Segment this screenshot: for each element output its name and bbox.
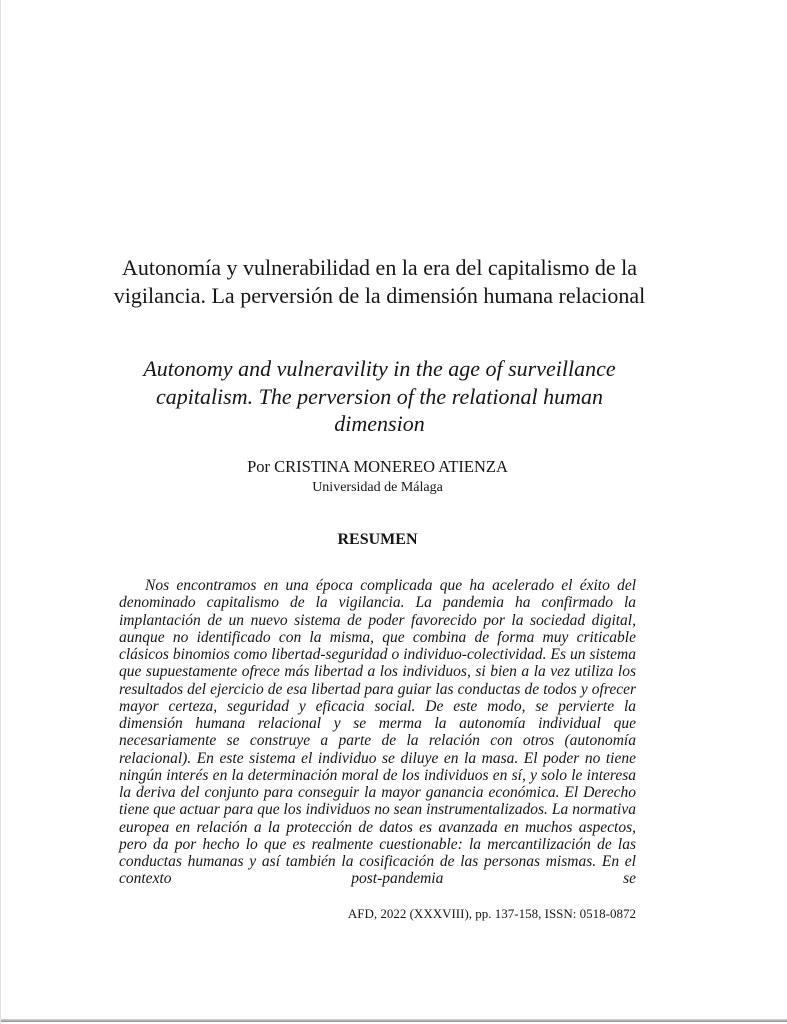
author-affiliation: Universidad de Málaga bbox=[312, 480, 443, 495]
journal-citation: AFD, 2022 (XXXVIII), pp. 137-158, ISSN: 0518-0872 bbox=[347, 906, 636, 921]
author-name: CRISTINA MONEREO ATIENZA bbox=[274, 457, 508, 476]
page-title-translation: Autonomy and vulneravility in the age of surveillance capitalism. The perversion of the relational human dimension bbox=[143, 356, 616, 436]
abstract-text: Nos encontramos en una época complicada que ha acelerado el éxito del denominado capitalismo de la vigilancia. La pandemia ha confirmado la implantación de un nuevo sistema de poder favorecido por la sociedad digital, aunque no identificado con la misma, que combina de forma muy criticable clásicos binomios como libertad-seguridad o individuo-colectividad. Es un sistema que supuestamente ofrece más libertad a los individuos, si bien a la vez utiliza los resultados del ejercicio de esa libertad para guiar las conductas de todos y ofrecer mayor certeza, seguridad y eficacia social. De este modo, se pervierte la dimensión humana relacional y se merma la autonomía individual que necesariamente se construye a parte de la relación con otros (autonomía relacional). En este sistema el individuo se diluye en la masa. El poder no tiene ningún interés en la determinación moral de los individuos en sí, y solo le interesa la deriva del conjunto para conseguir la mayor ganancia económica. El Derecho tiene que actuar para que los individuos no sean instrumentalizados. La normativa europea en relación a la protección de datos es avanzada en muchos aspectos, pero da por hecho lo que es realmente cuestionable: la mercantilización de las conductas humanas y así también la cosificación de las personas mismas. En el contexto post-pandemia se bbox=[119, 577, 636, 888]
abstract-heading: RESUMEN bbox=[337, 531, 418, 548]
byline-prefix: Por bbox=[247, 457, 275, 476]
page-title: Autonomía y vulnerabilidad en la era del capitalismo de la vigilancia. La perversión de la dimensión humana relacional bbox=[113, 255, 646, 308]
byline bbox=[119, 457, 636, 477]
page-bottom-edge bbox=[1, 1019, 787, 1022]
